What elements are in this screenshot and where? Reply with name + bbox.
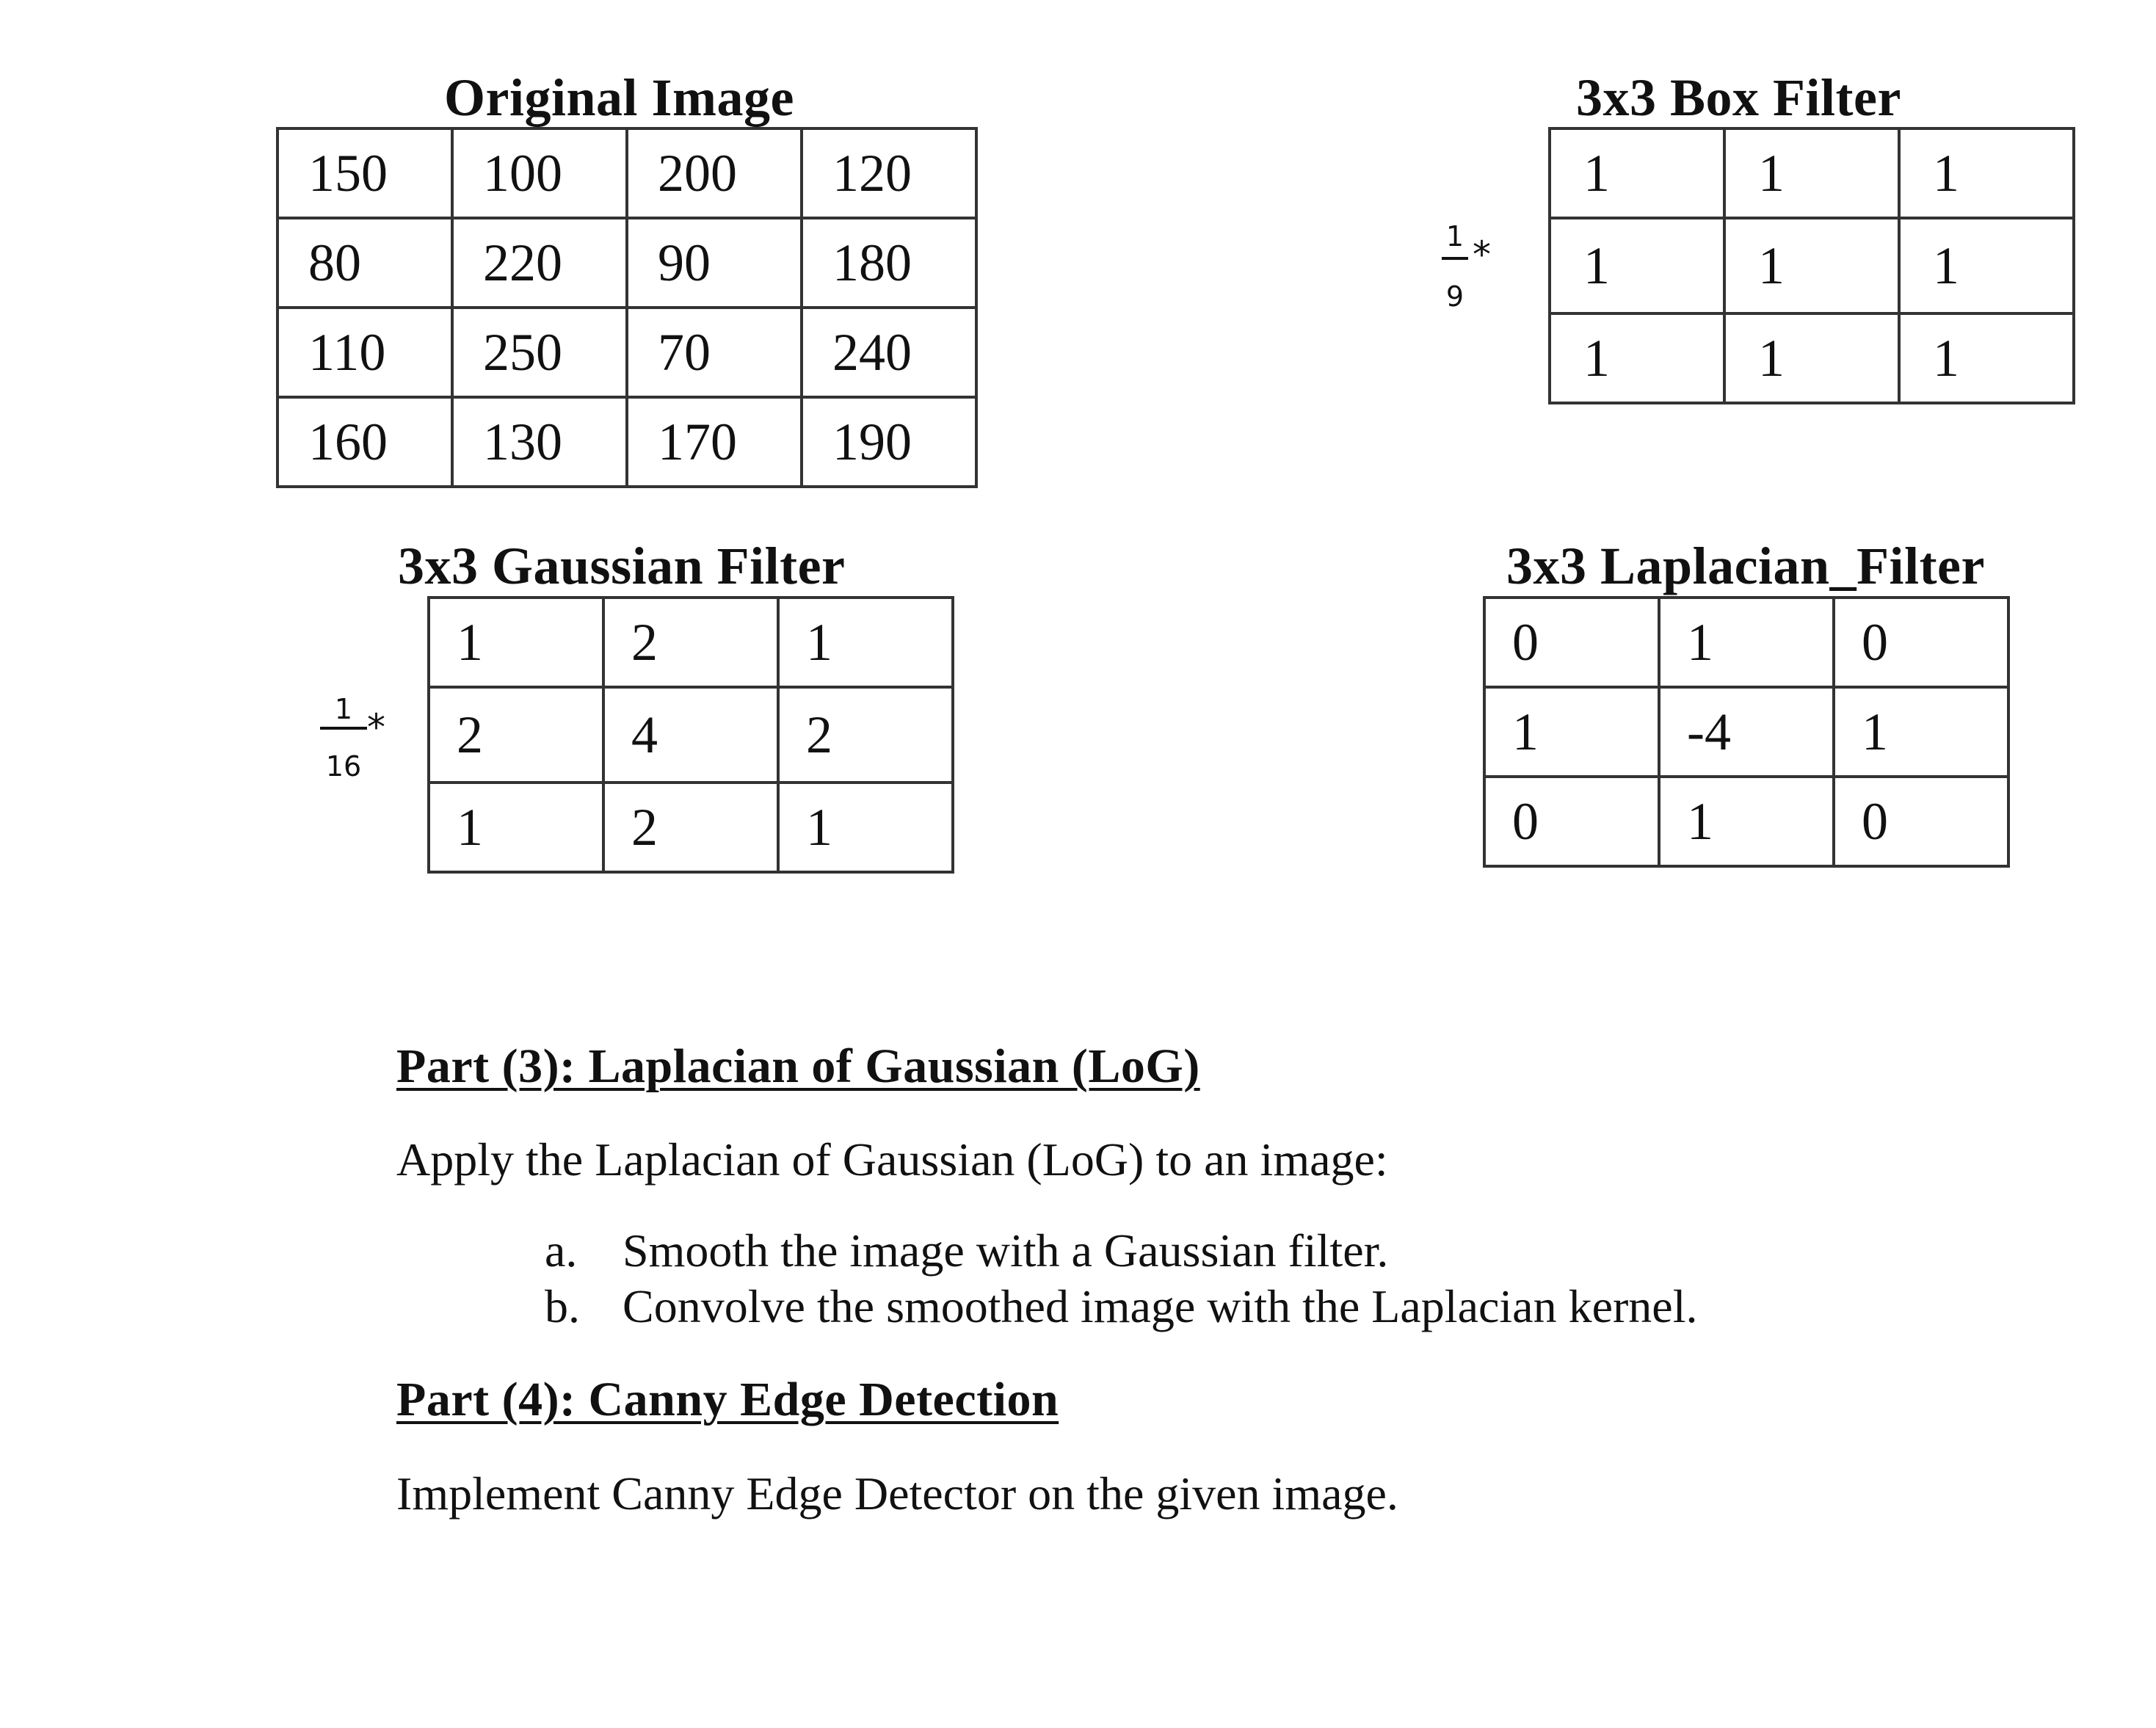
laplacian-filter-table: [1483, 596, 2010, 868]
gaussian-filter-table: [427, 596, 954, 874]
box-filter-row: [1550, 313, 2074, 403]
original-image-row: [277, 308, 976, 397]
laplacian-title-main: 3x3 Laplacian: [1506, 537, 1830, 595]
gaussian-filter-row: [429, 598, 953, 687]
original-image-cell: 120: [802, 128, 976, 218]
box-filter-scale-numerator: 1: [1445, 220, 1464, 253]
gaussian-filter-cell: 1: [778, 783, 953, 872]
laplacian-filter-cell: 0: [1834, 598, 2008, 687]
part3-step-b-text: Convolve the smoothed image with the Laplacian kernel.: [623, 1280, 1698, 1332]
box-filter-cell: 1: [1899, 218, 2074, 313]
gaussian-filter-scale-numerator: 1: [334, 693, 353, 725]
fraction-bar: [1442, 257, 1468, 260]
box-filter-cell: 1: [1550, 218, 1724, 313]
gaussian-filter-title: 3x3 Gaussian Filter: [398, 537, 846, 595]
laplacian-title-filter: Filter: [1856, 537, 1985, 595]
part4-text: Implement Canny Edge Detector on the given image.: [396, 1467, 1398, 1520]
laplacian-title-underscore: _: [1829, 537, 1857, 595]
original-image-cell: 200: [627, 128, 802, 218]
box-filter-cell: 1: [1724, 128, 1899, 218]
original-image-cell: 130: [452, 397, 627, 487]
laplacian-filter-row: [1484, 777, 2008, 866]
original-image-cell: 190: [802, 397, 976, 487]
original-image-title: Original Image: [444, 68, 794, 127]
part3-intro: Apply the Laplacian of Gaussian (LoG) to an image:: [396, 1133, 1388, 1186]
original-image-cell: 70: [627, 308, 802, 397]
fraction-bar: [320, 727, 367, 730]
original-image-cell: 160: [277, 397, 452, 487]
part3-step-a-marker: a.: [545, 1224, 578, 1277]
part3-step-b-marker: b.: [545, 1280, 580, 1332]
laplacian-filter-row: [1484, 598, 2008, 687]
gaussian-filter-row: [429, 783, 953, 872]
laplacian-filter-cell: 1: [1659, 777, 1834, 866]
box-filter-cell: 1: [1724, 313, 1899, 403]
box-filter-row: [1550, 128, 2074, 218]
original-image-cell: 220: [452, 218, 627, 308]
original-image-cell: 170: [627, 397, 802, 487]
original-image-cell: 100: [452, 128, 627, 218]
part3-heading: Part (3): Laplacian of Gaussian (LoG): [396, 1039, 1200, 1093]
box-filter-scale-denominator: 9: [1445, 280, 1464, 313]
gaussian-filter-cell: 4: [603, 687, 778, 783]
laplacian-filter-cell: 0: [1484, 598, 1659, 687]
gaussian-filter-cell: 1: [778, 598, 953, 687]
laplacian-filter-title: [1506, 537, 1985, 595]
original-image-row: [277, 128, 976, 218]
multiply-symbol: *: [1473, 233, 1491, 276]
multiply-symbol: *: [367, 706, 385, 749]
original-image-cell: 80: [277, 218, 452, 308]
laplacian-filter-cell: 1: [1484, 687, 1659, 777]
original-image-cell: 180: [802, 218, 976, 308]
original-image-row: [277, 397, 976, 487]
original-image-table: [276, 127, 978, 488]
original-image-row: [277, 218, 976, 308]
gaussian-filter-cell: 2: [429, 687, 603, 783]
part3-step-a-text: Smooth the image with a Gaussian filter.: [623, 1224, 1389, 1277]
gaussian-filter-cell: 2: [603, 598, 778, 687]
gaussian-filter-cell: 2: [603, 783, 778, 872]
box-filter-table: [1548, 127, 2075, 404]
box-filter-row: [1550, 218, 2074, 313]
box-filter-cell: 1: [1899, 313, 2074, 403]
gaussian-filter-cell: 2: [778, 687, 953, 783]
laplacian-filter-cell: 1: [1834, 687, 2008, 777]
original-image-cell: 90: [627, 218, 802, 308]
laplacian-filter-cell: 0: [1834, 777, 2008, 866]
gaussian-filter-cell: 1: [429, 598, 603, 687]
original-image-cell: 110: [277, 308, 452, 397]
original-image-cell: 150: [277, 128, 452, 218]
box-filter-title: 3x3 Box Filter: [1576, 68, 1901, 127]
laplacian-filter-cell: 1: [1659, 598, 1834, 687]
box-filter-cell: 1: [1724, 218, 1899, 313]
box-filter-scale: [1439, 220, 1520, 323]
box-filter-cell: 1: [1550, 313, 1724, 403]
original-image-cell: 240: [802, 308, 976, 397]
gaussian-filter-scale: [317, 690, 413, 793]
gaussian-filter-scale-denominator: 16: [325, 750, 362, 783]
laplacian-filter-row: [1484, 687, 2008, 777]
laplacian-filter-cell: -4: [1659, 687, 1834, 777]
part4-heading: Part (4): Canny Edge Detection: [396, 1373, 1059, 1426]
box-filter-cell: 1: [1899, 128, 2074, 218]
original-image-cell: 250: [452, 308, 627, 397]
gaussian-filter-cell: 1: [429, 783, 603, 872]
gaussian-filter-row: [429, 687, 953, 783]
box-filter-cell: 1: [1550, 128, 1724, 218]
laplacian-filter-cell: 0: [1484, 777, 1659, 866]
